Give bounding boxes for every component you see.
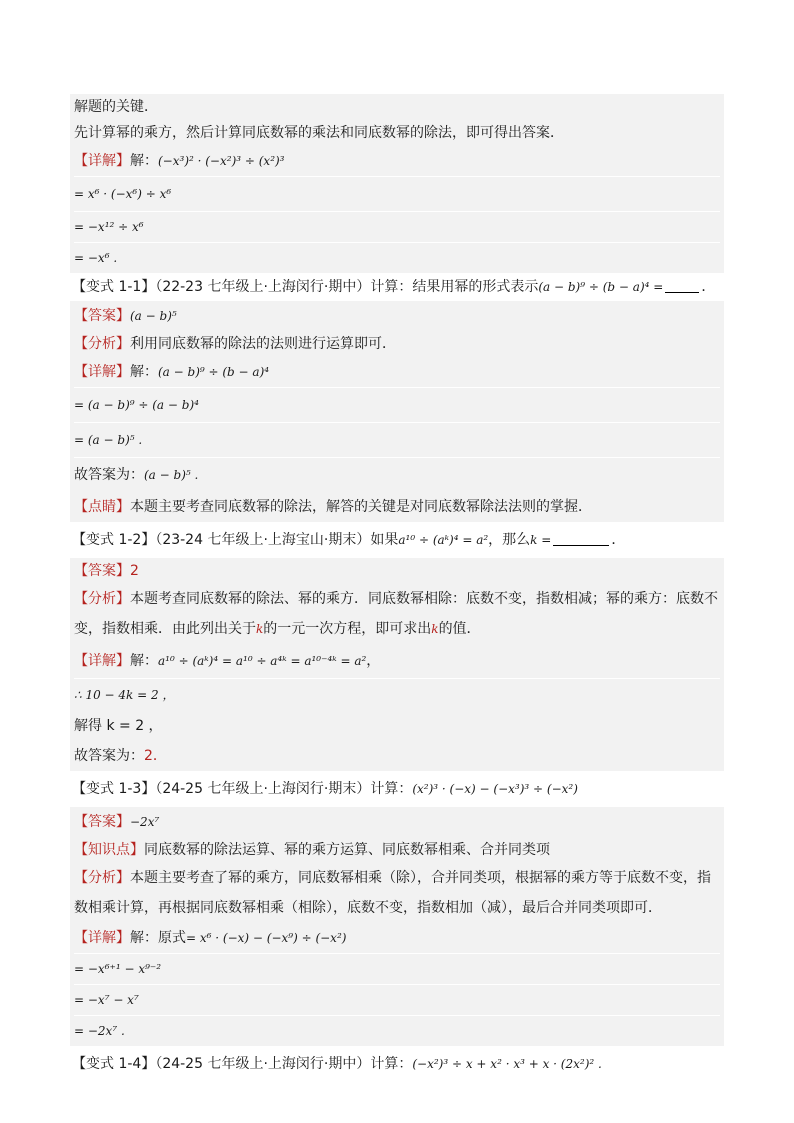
variant-1-3-solution — [70, 807, 724, 1046]
comment-tag: 【点睛】 — [74, 499, 130, 515]
document-page — [70, 94, 724, 1082]
analysis-text: 本题考查同底数幂的除法、幂的乘方．同底数幂相除：底数不变，指数相减；幂的乘方：底数不 — [130, 591, 718, 607]
detail-expression: = x⁶ · (−x) − (−x⁹) ÷ (−x²) — [186, 931, 347, 945]
answer-line — [74, 558, 720, 584]
step-line: = −x⁶ . — [74, 242, 720, 273]
conclusion-value: 2． — [144, 748, 167, 764]
step-line: = (a − b)⁵ . — [74, 422, 720, 457]
conclusion-line — [74, 457, 720, 492]
solution-line: 先计算幂的乘方，然后计算同底数幂的乘法和同底数幂的除法，即可得出答案． — [74, 125, 564, 141]
answer-value: −2x⁷ — [130, 815, 160, 829]
question-title: 【变式 1-4】（24-25 七年级上·上海闵行·期中）计算： — [72, 1056, 413, 1072]
analysis-tag: 【分析】 — [74, 870, 130, 886]
detail-tag: 【详解】 — [74, 930, 130, 946]
analysis-variable: k — [431, 622, 439, 636]
detail-text: 解： — [130, 153, 158, 169]
conclusion-expression: (a − b)⁵ . — [144, 468, 199, 482]
analysis-text: 本题主要考查了幂的乘方，同底数幂相乘（除），合并同类项，根据幂的乘方等于底数不变，指 — [130, 870, 711, 886]
answer-value: (a − b)⁵ — [130, 309, 177, 323]
detail-line — [74, 923, 720, 953]
question-title: 【变式 1-2】（23-24 七年级上·上海宝山·期末）如果 — [72, 532, 399, 548]
step-line: = x⁶ · (−x⁶) ÷ x⁶ — [74, 176, 720, 211]
step-line: = −x¹² ÷ x⁶ — [74, 211, 720, 242]
detail-expression: a¹⁰ ÷ (aᵏ)⁴ = a¹⁰ ÷ a⁴ᵏ = a¹⁰⁻⁴ᵏ = a² — [158, 654, 367, 668]
variant-1-3-question — [70, 771, 724, 807]
question-title-tail: ，那么 — [488, 532, 531, 548]
detail-expression: (a − b)⁹ ÷ (b − a)⁴ — [158, 365, 270, 379]
question-expression: (−x²)³ ÷ x + x² · x³ + x · (2x²)² . — [412, 1057, 602, 1071]
step-line: = −x⁷ − x⁷ — [74, 984, 720, 1015]
detail-tag: 【详解】 — [74, 153, 130, 169]
conclusion-text: 故答案为： — [74, 467, 144, 483]
analysis-text: 的一元一次方程，即可求出 — [263, 621, 432, 637]
detail-line — [74, 146, 720, 176]
solution-line: 解题的关键． — [74, 99, 158, 115]
detail-line — [74, 644, 720, 678]
answer-line — [74, 807, 720, 837]
conclusion-line — [74, 741, 720, 771]
question-title: 【变式 1-1】（22-23 七年级上·上海闵行·期中）计算：结果用幂的形式表示 — [72, 279, 539, 295]
answer-blank — [665, 292, 699, 293]
knowledge-line — [74, 837, 720, 863]
knowledge-tag: 【知识点】 — [74, 842, 144, 858]
step-line: = −2x⁷ . — [74, 1015, 720, 1046]
analysis-text: 利用同底数幂的除法的法则进行运算即可． — [130, 336, 396, 352]
variant-1-2-solution — [70, 558, 724, 771]
comment-line — [74, 492, 720, 522]
detail-tag: 【详解】 — [74, 653, 130, 669]
analysis-variable: k — [256, 622, 264, 636]
detail-text: 解： — [130, 364, 158, 380]
answer-line — [74, 301, 720, 331]
detail-line — [74, 357, 720, 387]
detail-text: 解： — [130, 653, 158, 669]
answer-tag: 【答案】 — [74, 814, 130, 830]
variant-1-1-question: 【变式 1-1】（22-23 七年级上·上海闵行·期中）计算：结果用幂的形式表示(a − b)⁹ ÷ (b − a)⁴ = ． — [72, 279, 716, 295]
analysis-text: 的值． — [438, 621, 481, 637]
question-expression-k: k = — [530, 533, 552, 547]
step-line: = −x⁶⁺¹ − x⁹⁻² — [74, 953, 720, 984]
question-expression: (a − b)⁹ ÷ (b − a)⁴ = — [538, 280, 664, 294]
variant-1-2-question: 【变式 1-2】（23-24 七年级上·上海宝山·期末）如果a¹⁰ ÷ (aᵏ)⁴ = a²，那么k = ． — [72, 532, 626, 548]
answer-tag: 【答案】 — [74, 308, 130, 324]
analysis-line — [74, 331, 720, 357]
step-line: 解得 k = 2 ， — [74, 718, 163, 734]
detail-tag: 【详解】 — [74, 364, 130, 380]
solution-block-previous — [70, 94, 724, 273]
variant-1-4-question — [70, 1046, 724, 1082]
analysis-tag: 【分析】 — [74, 591, 130, 607]
step-line: = (a − b)⁹ ÷ (a − b)⁴ — [74, 387, 720, 422]
detail-tail: ， — [366, 653, 381, 669]
conclusion-text: 故答案为： — [74, 748, 144, 764]
answer-value: 2 — [130, 563, 139, 579]
knowledge-text: 同底数幂的除法运算、幂的乘方运算、同底数幂相乘、合并同类项 — [144, 842, 550, 858]
question-expression: (x²)³ · (−x) − (−x³)³ ÷ (−x²) — [412, 782, 578, 796]
analysis-line — [74, 584, 720, 614]
detail-expression: (−x³)² · (−x²)³ ÷ (x²)³ — [158, 154, 285, 168]
answer-blank — [553, 545, 609, 546]
analysis-line — [74, 863, 720, 893]
variant-1-1-solution — [70, 301, 724, 522]
analysis-tag: 【分析】 — [74, 336, 130, 352]
question-title: 【变式 1-3】（24-25 七年级上·上海闵行·期末）计算： — [72, 781, 413, 797]
answer-tag: 【答案】 — [74, 563, 130, 579]
step-line: ∴ 10 − 4k = 2 ， — [74, 678, 720, 711]
analysis-line — [74, 614, 720, 644]
analysis-text: 变，指数相乘．由此列出关于 — [74, 621, 256, 637]
question-expression: a¹⁰ ÷ (aᵏ)⁴ = a² — [398, 533, 489, 547]
analysis-line: 数相乘计算，再根据同底数幂相乘（相除），底数不变，指数相加（减），最后合并同类项即可． — [74, 900, 662, 916]
comment-text: 本题主要考查同底数幂的除法，解答的关键是对同底数幂除法法则的掌握． — [130, 499, 592, 515]
detail-text: 解：原式 — [130, 930, 186, 946]
